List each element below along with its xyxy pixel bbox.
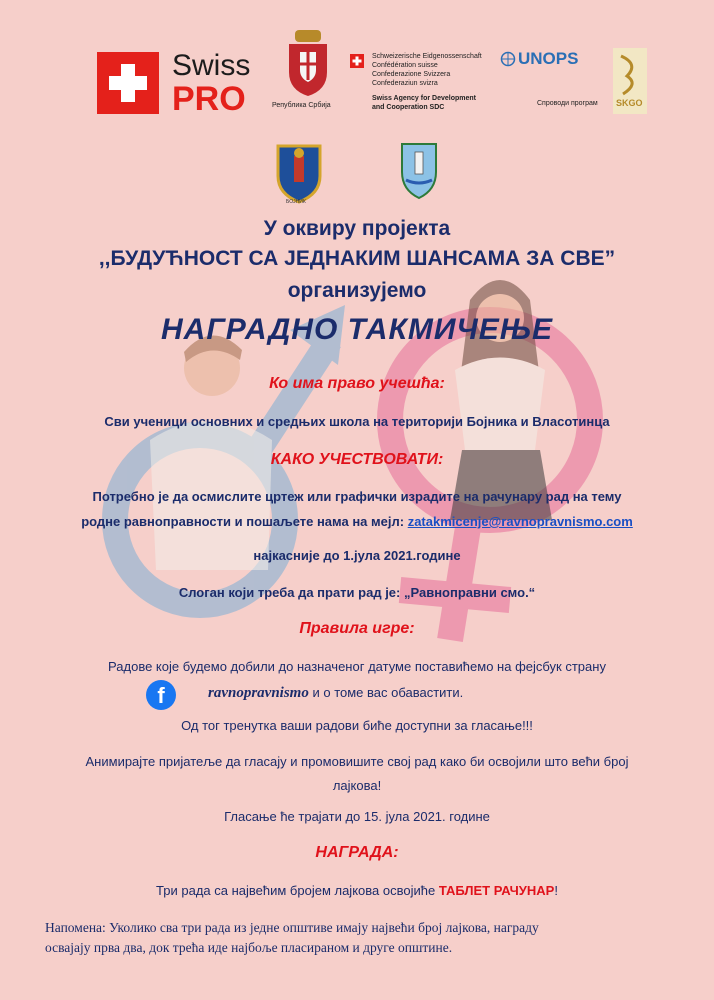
sdc-line-1: Schweizerische Eidgenossenschaft (372, 53, 482, 60)
note-line-2: освајају прва два, док трећа иде најбоље пласираном и друге општине. (45, 940, 453, 955)
rules-line-4a: Анимирајте пријатеље да гласају и промовишите свој рад како би освојили што већи број (85, 754, 629, 769)
header-organize: организујемо (287, 279, 427, 302)
participation-heading: КАКО УЧЕСТВОВАТИ: (270, 451, 444, 468)
un-emblem-icon (500, 51, 516, 67)
unops-caption: Спроводи програм (537, 100, 598, 107)
prize-heading: НАГРАДА: (315, 844, 399, 861)
vlasotince-crest-icon (398, 140, 440, 200)
prize-item: ТАБЛЕТ РАЧУНАР (438, 883, 555, 898)
sdc-agency: Swiss Agency for Development and Cooperation SDC (372, 95, 476, 111)
eligibility-heading: Ко има право учешћа: (269, 375, 445, 392)
swisspro-logo-text: Swiss (172, 49, 251, 82)
header-intro: У оквиру пројекта (263, 217, 451, 240)
eligibility-text: Сви ученици основних и средњих школа на територији Бојника и Власотинца (104, 414, 610, 429)
skgo-text: SKGO (616, 98, 643, 108)
swisspro-cross-icon (97, 52, 159, 114)
serbia-coat-of-arms-icon (285, 28, 331, 98)
swisspro-logo-pro: PRO (172, 80, 246, 118)
rules-line-5: Гласање ће трајати до 15. јула 2021. године (224, 809, 490, 824)
rules-line-3: Од тог тренутка ваши радови биће доступни за гласање!!! (181, 718, 533, 733)
deadline-text: најкасније до 1.јула 2021.године (253, 548, 461, 563)
swiss-flag-icon (350, 54, 364, 68)
slogan-text: Слоган који треба да прати рад је: „Равноправни смо.“ (178, 585, 536, 600)
project-name: ,,БУДУЋНОСТ СА ЈЕДНАКИМ ШАНСАМА ЗА СВЕ” (98, 247, 616, 270)
contact-email-link[interactable]: zatakmicenje@ravnopravnismo.com (407, 514, 633, 529)
sdc-line-2: Confédération suisse (372, 62, 438, 69)
facebook-page-name: ravnopravnismo (208, 685, 309, 701)
rules-line-1: Радове које будемо добили до назначеног датуме поставићемо на фејсбук страну (108, 659, 606, 674)
sdc-line-4: Confederaziun svizra (372, 80, 438, 87)
bojnik-crest-icon (272, 140, 326, 204)
sdc-line-3: Confederazione Svizzera (372, 71, 451, 78)
rules-heading: Правила игре: (299, 620, 415, 637)
prize-exclaim: ! (554, 883, 558, 898)
prize-text: Три рада са највећим бројем лајкова освојиће (156, 883, 436, 898)
rules-line-4b: лајкова! (332, 778, 382, 793)
note-line-1: Напомена: Уколико сва три рада из једне општиве имају највећи број лајкова, награду (45, 920, 539, 935)
participation-text-1: Потребно је да осмислите цртеж или графички израдите на рачунару рад на тему (92, 489, 622, 504)
facebook-icon[interactable]: f (146, 680, 176, 710)
bojnik-caption: БОЈНИК (286, 199, 306, 205)
page-title: НАГРАДНО ТАКМИЧЕЊЕ (160, 313, 554, 346)
serbia-caption: Република Србија (272, 102, 331, 109)
unops-logo: UNOPS (518, 49, 579, 68)
rules-line-2: и о томе вас обавастити. (312, 685, 464, 700)
participation-text-2: родне равноправности и пошаљете нама на мејл: (81, 514, 405, 529)
